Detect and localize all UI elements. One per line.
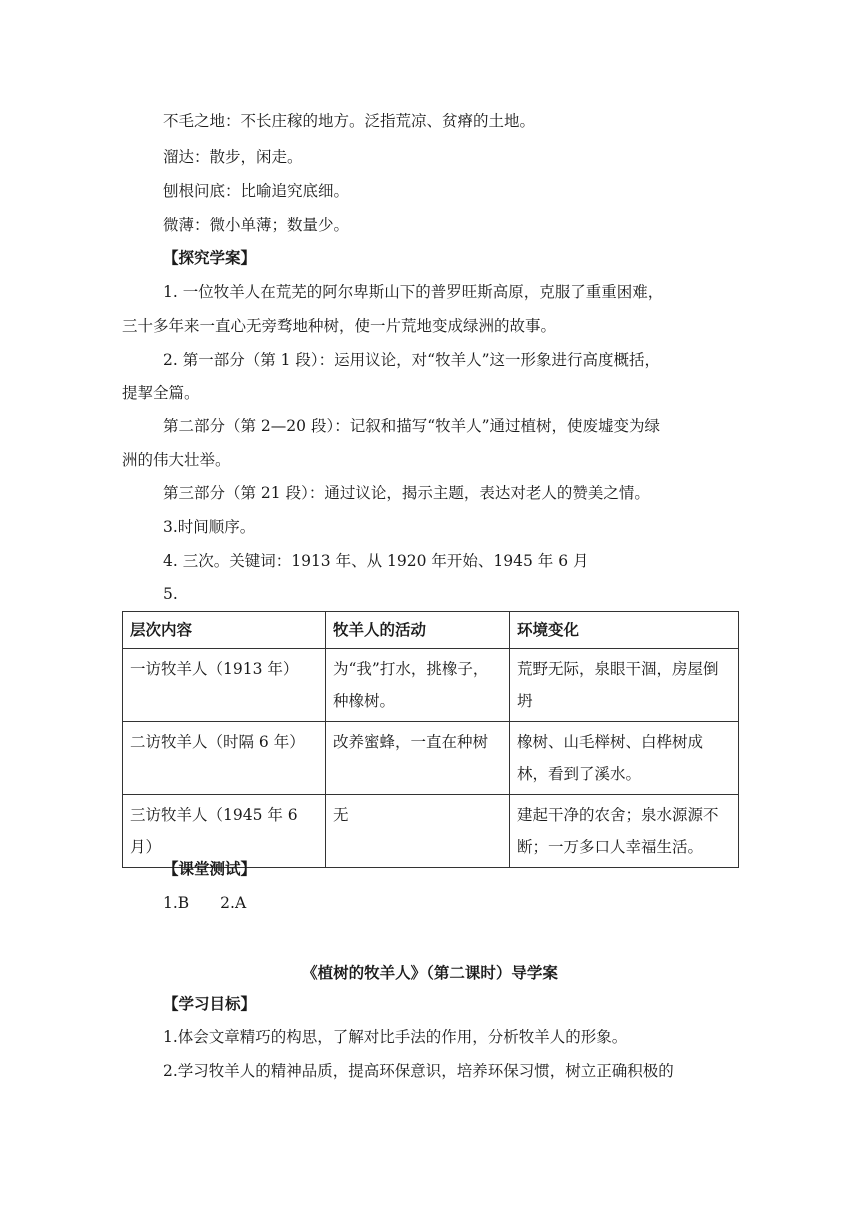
item4-line: 4. 三次。关键词：1913 年、从 1920 年开始、1945 年 6 月 bbox=[163, 552, 589, 570]
test-answers: 1.B 2.A bbox=[163, 894, 247, 912]
table-cell: 为“我”打水，挑橡子，种橡树。 bbox=[326, 649, 510, 722]
goal-1: 1.体会文章精巧的构思，了解对比手法的作用，分析牧羊人的形象。 bbox=[163, 1028, 628, 1046]
table-cell: 荒野无际，泉眼干涸，房屋倒坍 bbox=[510, 649, 739, 722]
table-header-cell: 层次内容 bbox=[123, 612, 326, 649]
definition-2: 溜达：散步，闲走。 bbox=[163, 148, 303, 166]
table-header-cell: 环境变化 bbox=[510, 612, 739, 649]
item5-line: 5. bbox=[163, 585, 178, 603]
table-cell: 橡树、山毛榉树、白桦树成林，看到了溪水。 bbox=[510, 722, 739, 795]
table-cell: 无 bbox=[326, 795, 510, 868]
table-cell: 改养蜜蜂，一直在种树 bbox=[326, 722, 510, 795]
table-row bbox=[123, 795, 739, 868]
item3-line: 3.时间顺序。 bbox=[163, 518, 256, 536]
table-row bbox=[123, 649, 739, 722]
test-heading: 【课堂测试】 bbox=[163, 859, 257, 878]
item1-line2: 三十多年来一直心无旁骛地种树，使一片荒地变成绿洲的故事。 bbox=[122, 317, 557, 335]
item1-line1: 1. 一位牧羊人在荒芜的阿尔卑斯山下的普罗旺斯高原，克服了重重困难， bbox=[163, 283, 664, 301]
item2-line2: 提挈全篇。 bbox=[122, 384, 200, 402]
table-row bbox=[123, 722, 739, 795]
explore-heading: 【探究学案】 bbox=[163, 248, 257, 267]
table-cell: 三访牧羊人（1945 年 6 月） bbox=[123, 795, 326, 868]
definition-3: 刨根问底：比喻追究底细。 bbox=[163, 182, 350, 200]
visits-table bbox=[122, 611, 739, 868]
part2-line2: 洲的伟大壮举。 bbox=[122, 451, 231, 469]
item2-line1: 2. 第一部分（第 1 段）：运用议论，对“牧羊人”这一形象进行高度概括， bbox=[163, 351, 661, 369]
definition-4: 微薄：微小单薄；数量少。 bbox=[163, 216, 350, 234]
lesson2-title: 《植树的牧羊人》（第二课时）导学案 bbox=[302, 963, 558, 982]
definition-1: 不毛之地：不长庄稼的地方。泛指荒凉、贫瘠的土地。 bbox=[163, 112, 536, 130]
table-cell: 建起干净的农舍；泉水源源不断；一万多口人幸福生活。 bbox=[510, 795, 739, 868]
goals-heading: 【学习目标】 bbox=[163, 994, 257, 1013]
goal-2: 2.学习牧羊人的精神品质，提高环保意识，培养环保习惯，树立正确积极的 bbox=[163, 1062, 674, 1080]
table-cell: 一访牧羊人（1913 年） bbox=[123, 649, 326, 722]
part3-line: 第三部分（第 21 段）：通过议论，揭示主题，表达对老人的赞美之情。 bbox=[163, 484, 650, 502]
table-header-cell: 牧羊人的活动 bbox=[326, 612, 510, 649]
table-header-row bbox=[123, 612, 739, 649]
table-cell: 二访牧羊人（时隔 6 年） bbox=[123, 722, 326, 795]
part2-line1: 第二部分（第 2—20 段）：记叙和描写“牧羊人”通过植树，使废墟变为绿 bbox=[163, 417, 661, 435]
